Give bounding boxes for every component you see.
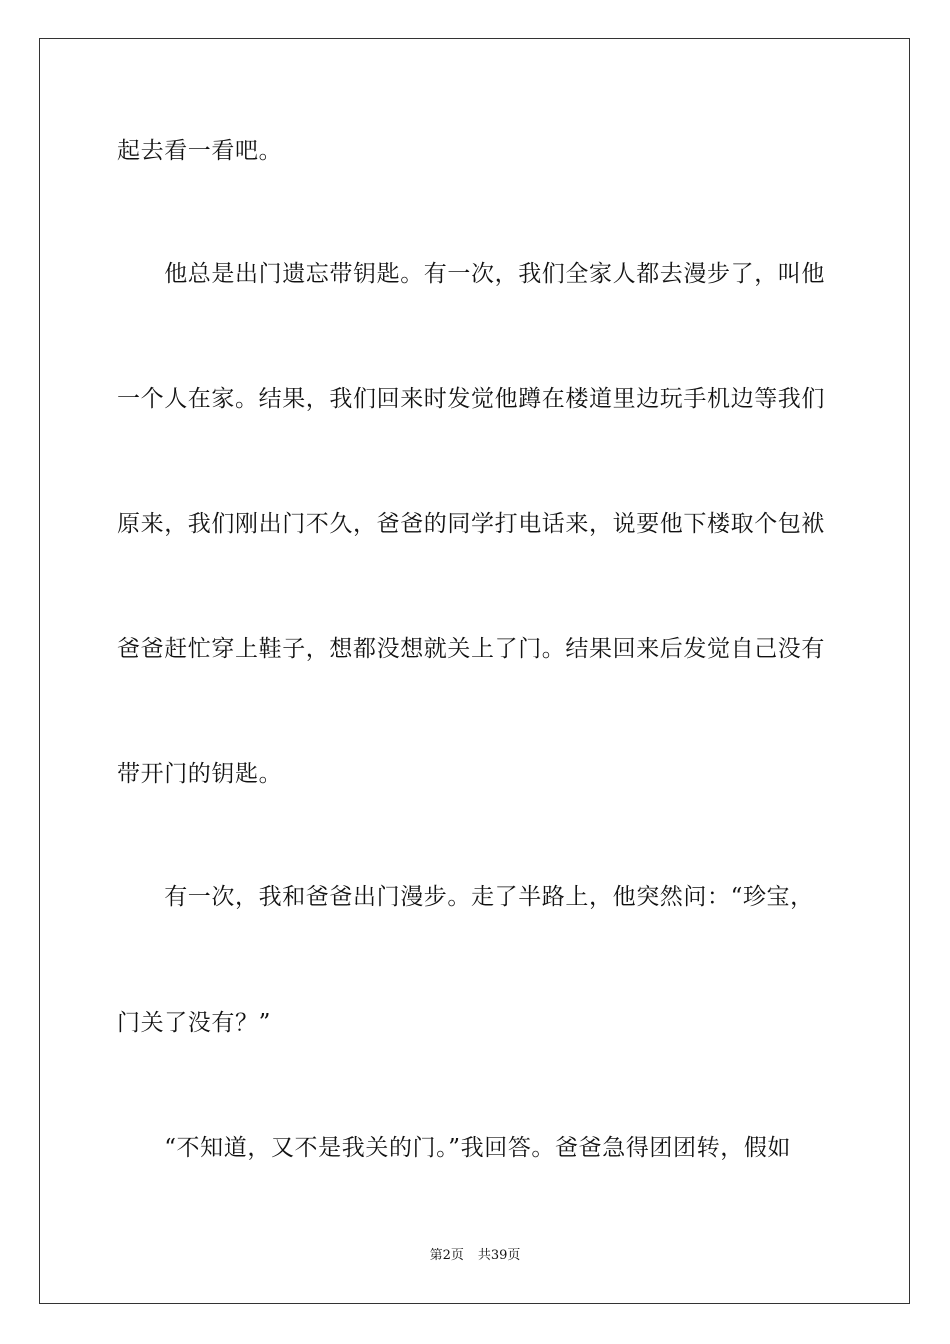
page-footer [0, 1248, 950, 1264]
text-line: 起去看一看吧。 [117, 138, 283, 164]
page-number: 第2页 [429, 1248, 464, 1263]
text-line: 他总是出门遗忘带钥匙。有一次，我们全家人都去漫步了，叫他 [117, 261, 825, 287]
text-line: 有一次，我和爸爸出门漫步。走了半路上，他突然问：“珍宝， [117, 884, 814, 910]
text-line: 原来，我们刚出门不久，爸爸的同学打电话来，说要他下楼取个包袱 [117, 511, 825, 537]
text-line: 门关了没有？” [117, 1010, 271, 1036]
text-line: 带开门的钥匙。 [117, 761, 283, 787]
text-line: “不知道，又不是我关的门。”我回答。爸爸急得团团转，假如 [117, 1135, 792, 1161]
text-line: 一个人在家。结果，我们回来时发觉他蹲在楼道里边玩手机边等我们 [117, 386, 825, 412]
page-frame [39, 38, 910, 1304]
text-line: 爸爸赶忙穿上鞋子，想都没想就关上了门。结果回来后发觉自己没有 [117, 636, 825, 662]
page-total: 共39页 [477, 1248, 521, 1263]
